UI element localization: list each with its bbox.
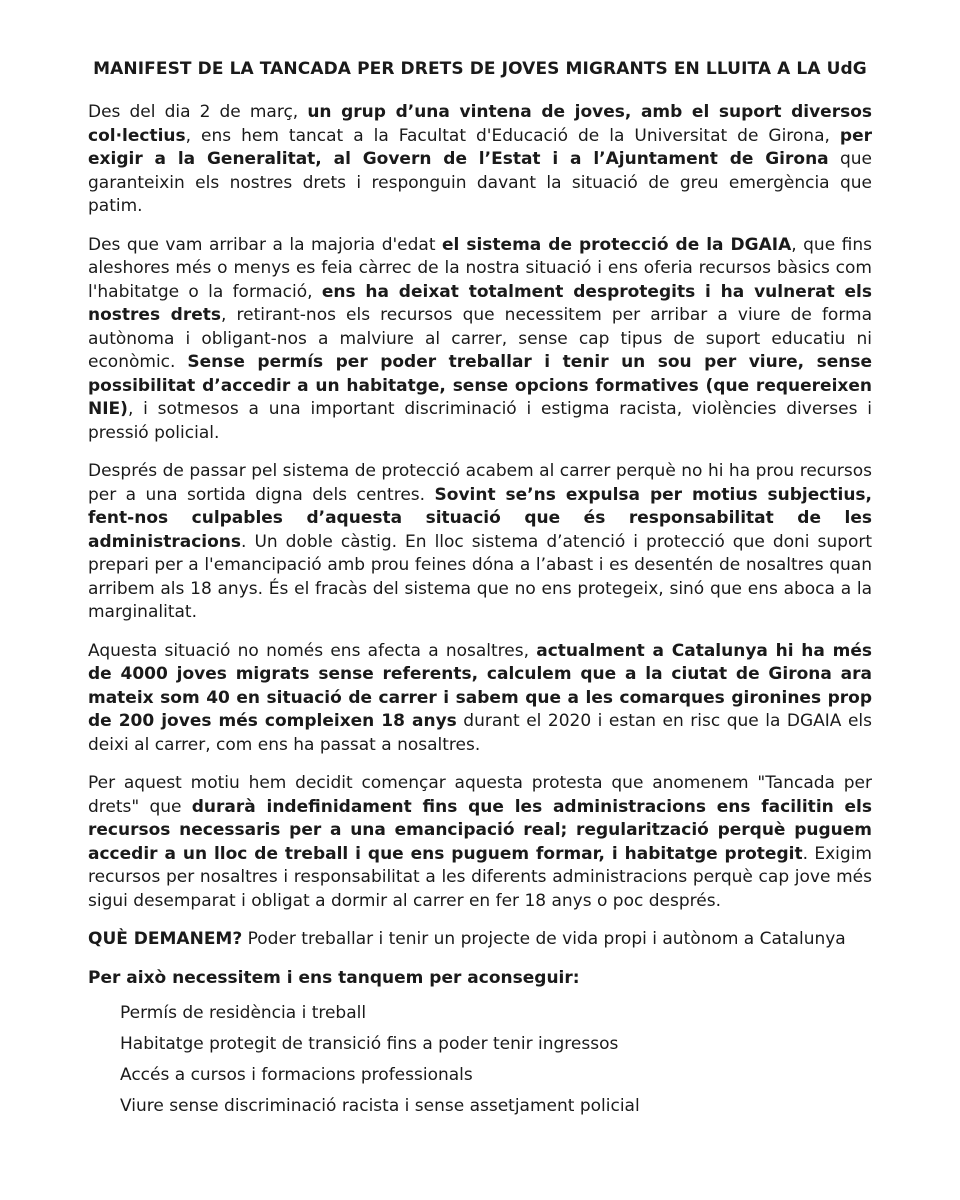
- text-run: Des que vam arribar a la majoria d'edat: [88, 234, 442, 255]
- bold-run: actualment a Catalunya hi ha més de 4000 joves migrats sense referents, calculem que a la ciutat de Girona ara mateix som 40 en situació de carrer i sabem que a les comarques gironines prop de 200 joves més compleixen 18 anys: [88, 640, 872, 731]
- bold-run: Sense permís per poder treballar i tenir un sou per viure, sense possibilitat d’accedir a un habitatge, sense opcions formatives (que requereixen NIE): [88, 352, 872, 419]
- text-run: Per aquest motiu hem decidit començar aquesta protesta que anomenem "Tancada per drets" que: [88, 773, 872, 817]
- paragraph-what-we-ask: [88, 928, 872, 952]
- document-title: MANIFEST DE LA TANCADA PER DRETS DE JOVES MIGRANTS EN LLUITA A LA UdG: [93, 59, 867, 79]
- manifesto-body: [88, 101, 872, 952]
- demand-item: Habitatge protegit de transició fins a poder tenir ingressos: [120, 1034, 619, 1054]
- bold-run: el sistema de protecció de la DGAIA: [442, 234, 792, 255]
- text-run: durant el 2020 i estan en risc que la DGAIA els deixi al carrer, com ens ha passat a nosaltres.: [88, 711, 872, 755]
- text-run: , ens hem tancat a la Facultat d'Educació de la Universitat de Girona,: [185, 125, 840, 146]
- paragraph-protection-system: [88, 460, 872, 625]
- demands-list: [88, 998, 872, 1122]
- text-run: que garanteixin els nostres drets i responguin davant la situació de greu emergència que patim.: [88, 149, 872, 216]
- bold-run: Sovint se’ns expulsa per motius subjectius, fent-nos culpables d’aquesta situació que és responsabilitat de les administracions: [88, 484, 873, 552]
- demands-heading: [88, 967, 872, 991]
- demand-item: Viure sense discriminació racista i sense assetjament policial: [120, 1096, 640, 1116]
- paragraph-dgaia: [88, 234, 872, 446]
- text-run: Aquesta situació no només ens afecta a nosaltres,: [88, 640, 537, 661]
- demand-item: Permís de residència i treball: [120, 1003, 367, 1023]
- text-run: Després de passar pel sistema de protecció acabem al carrer perquè no hi ha prou recursos per a una sortida digna dels centres.: [88, 461, 872, 505]
- bold-run: QUÈ DEMANEM?: [88, 929, 243, 949]
- bold-run: durarà indefinidament fins que les administracions ens facilitin els recursos necessaris per a una emancipació real; regularització perquè puguem accedir a un lloc de treball i que ens puguem formar, i habitatge protegit: [88, 796, 872, 864]
- paragraph-arrival: [88, 101, 872, 219]
- paragraph-situation: [88, 640, 872, 758]
- paragraph-protest: [88, 772, 872, 913]
- text-run: Poder treballar i tenir un projecte de vida propi i autònom a Catalunya: [242, 929, 846, 949]
- text-run: , retirant-nos els recursos que necessitem per arribar a viure de forma autònoma i obligant-nos a malviure al carrer, sense cap tipus de suport educatiu ni econòmic.: [88, 305, 872, 372]
- demands-heading-text: Per això necessitem i ens tanquem per aconseguir:: [88, 967, 580, 988]
- demand-item: Accés a cursos i formacions professionals: [120, 1065, 473, 1085]
- text-run: , i sotmesos a una important discriminació i estigma racista, violències diverses i pressió policial.: [88, 399, 872, 443]
- text-run: . Un doble càstig. En lloc sistema d’atenció i protecció que doni suport prepari per a l'emancipació amb prou feines dóna a l’abast i es desentén de nosaltres quan arribem als 18 anys. És el fracàs del sistema que no ens protegeix, sinó que ens aboca a la marginalitat.: [88, 531, 872, 622]
- bold-run: per exigir a la Generalitat, al Govern de l’Estat i a l’Ajuntament de Girona: [88, 125, 872, 169]
- text-run: Des del dia 2 de març,: [88, 102, 308, 122]
- text-run: . Exigim recursos per nosaltres i responsabilitat a les diferents administracions perquè cap jove més sigui desemparat i obligat a dormir al carrer en fer 18 anys o poc després.: [88, 843, 872, 911]
- bold-run: un grup d’una vintena de joves, amb el suport diversos col·lectius: [88, 102, 872, 146]
- text-run: , que fins aleshores més o menys es feia càrrec de la nostra situació i ens oferia recursos bàsics com l'habitatge o la formació,: [88, 234, 872, 302]
- bold-run: ens ha deixat totalment desprotegits i ha vulnerat els nostres drets: [88, 281, 873, 325]
